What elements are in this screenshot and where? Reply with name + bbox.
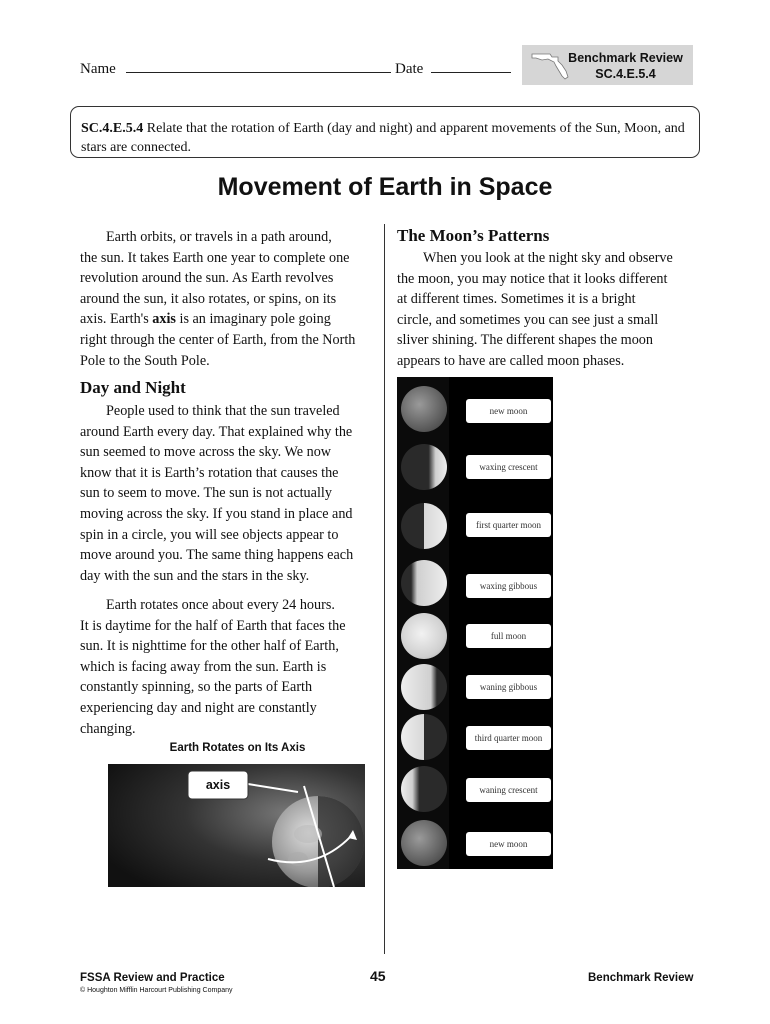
benchmark-code: SC.4.E.5.4	[81, 121, 144, 136]
text-line: When you look at the night sky and observe	[423, 250, 673, 266]
moon-waning-gibbous-icon	[401, 664, 447, 710]
moon-third-quarter-icon	[401, 714, 447, 760]
text-line: spin in a circle, you will see objects appear to	[80, 526, 339, 543]
moon-waxing-gibbous-icon	[401, 560, 447, 606]
phase-label: waxing crescent	[466, 455, 551, 479]
text-line: changing.	[80, 720, 136, 737]
intro-line: revolution around the sun. As Earth revolves	[80, 270, 334, 287]
day-night-heading: Day and Night	[80, 378, 186, 397]
benchmark-badge	[522, 45, 693, 85]
date-line	[431, 58, 511, 73]
text-line: circle, and sometimes you can see just a small	[397, 311, 659, 328]
text-line: at different times. Sometimes it is a bright	[397, 291, 636, 308]
name-field[interactable]	[80, 58, 391, 78]
text-line: It is daytime for the half of Earth that faces the	[80, 617, 346, 634]
benchmark-text: Relate that the rotation of Earth (day and night) and apparent movements of the Sun, Moon, and stars are connected.	[81, 121, 685, 155]
moon-first-quarter-icon	[401, 503, 447, 549]
text-line: sliver shining. The different shapes the moon	[397, 332, 653, 349]
moon-waning-crescent-icon	[401, 766, 447, 812]
text-line: which is facing away from the sun. Earth is	[80, 658, 327, 675]
moon-waxing-crescent-icon	[401, 444, 447, 490]
copyright: © Houghton Mifflin Harcourt Publishing Company	[80, 987, 233, 994]
benchmark-statement	[70, 106, 700, 158]
footer-section: Benchmark Review	[588, 972, 694, 984]
intro-text: is an imaginary pole going	[175, 311, 331, 328]
page-title: Movement of Earth in Space	[217, 173, 553, 201]
moon-new-icon	[401, 386, 447, 432]
day-night-paragraph-2	[80, 595, 380, 739]
badge-title: Benchmark Review	[568, 51, 683, 65]
text-line: constantly spinning, so the parts of Earth	[80, 679, 313, 696]
text-line: sun seemed to move across the sky. We now	[80, 444, 332, 461]
moon-patterns-paragraph	[397, 248, 697, 372]
intro-line: the sun. It takes Earth one year to complete one	[80, 249, 350, 266]
text-line: sun to seem to move. The sun is not actually	[80, 485, 332, 502]
text-line: Earth rotates once about every 24 hours.	[106, 597, 335, 613]
phase-label: waxing gibbous	[466, 574, 551, 598]
intro-paragraph	[80, 227, 380, 371]
axis-label: axis	[205, 778, 231, 792]
badge-code: SC.4.E.5.4	[595, 67, 656, 81]
text-line: the moon, you may notice that it looks different	[397, 270, 668, 287]
earth-rotation-figure	[108, 764, 365, 887]
text-line: day with the sun and the stars in the sky.	[80, 567, 310, 584]
moon-full-icon	[401, 613, 447, 659]
intro-line: Pole to the South Pole.	[80, 352, 210, 369]
phase-label: third quarter moon	[466, 726, 551, 750]
phase-label: waning gibbous	[466, 675, 551, 699]
text-line: sun. It is nighttime for the other half of Earth,	[80, 638, 339, 655]
intro-line: Earth orbits, or travels in a path around,	[106, 229, 332, 245]
page-number: 45	[370, 968, 386, 984]
footer-title: FSSA Review and Practice	[80, 972, 225, 984]
moon-patterns-heading: The Moon’s Patterns	[397, 226, 550, 245]
date-label: Date	[395, 61, 424, 77]
phase-label: first quarter moon	[466, 513, 551, 537]
moon-new-icon	[401, 820, 447, 866]
column-divider	[384, 224, 385, 954]
intro-line: around the sun, it also rotates, or spins, on its	[80, 290, 337, 307]
phase-label: full moon	[466, 624, 551, 648]
text-line: experiencing day and night are constantly	[80, 699, 317, 716]
text-line: moving across the sky. If you stand in place and	[80, 505, 353, 522]
phase-label: new moon	[466, 832, 551, 856]
axis-term: axis	[152, 311, 176, 328]
day-night-paragraph-1	[80, 401, 380, 586]
text-line: appears to have are called moon phases.	[397, 352, 625, 369]
moon-phases-chart	[397, 377, 553, 869]
figure-title: Earth Rotates on Its Axis	[169, 742, 306, 754]
earth-globe	[272, 796, 364, 887]
intro-text: axis. Earth's	[80, 311, 153, 328]
text-line: know that it is Earth’s rotation that causes the	[80, 464, 339, 481]
intro-line: right through the center of Earth, from the North	[80, 331, 356, 348]
text-line: around Earth every day. That explained why the	[80, 423, 353, 440]
text-line: move around you. The same thing happens each	[80, 547, 354, 564]
date-field[interactable]	[395, 58, 511, 78]
text-line: People used to think that the sun traveled	[106, 403, 340, 419]
phase-label: new moon	[466, 399, 551, 423]
phase-label: waning crescent	[466, 778, 551, 802]
name-line	[126, 58, 391, 73]
name-label: Name	[80, 61, 116, 77]
